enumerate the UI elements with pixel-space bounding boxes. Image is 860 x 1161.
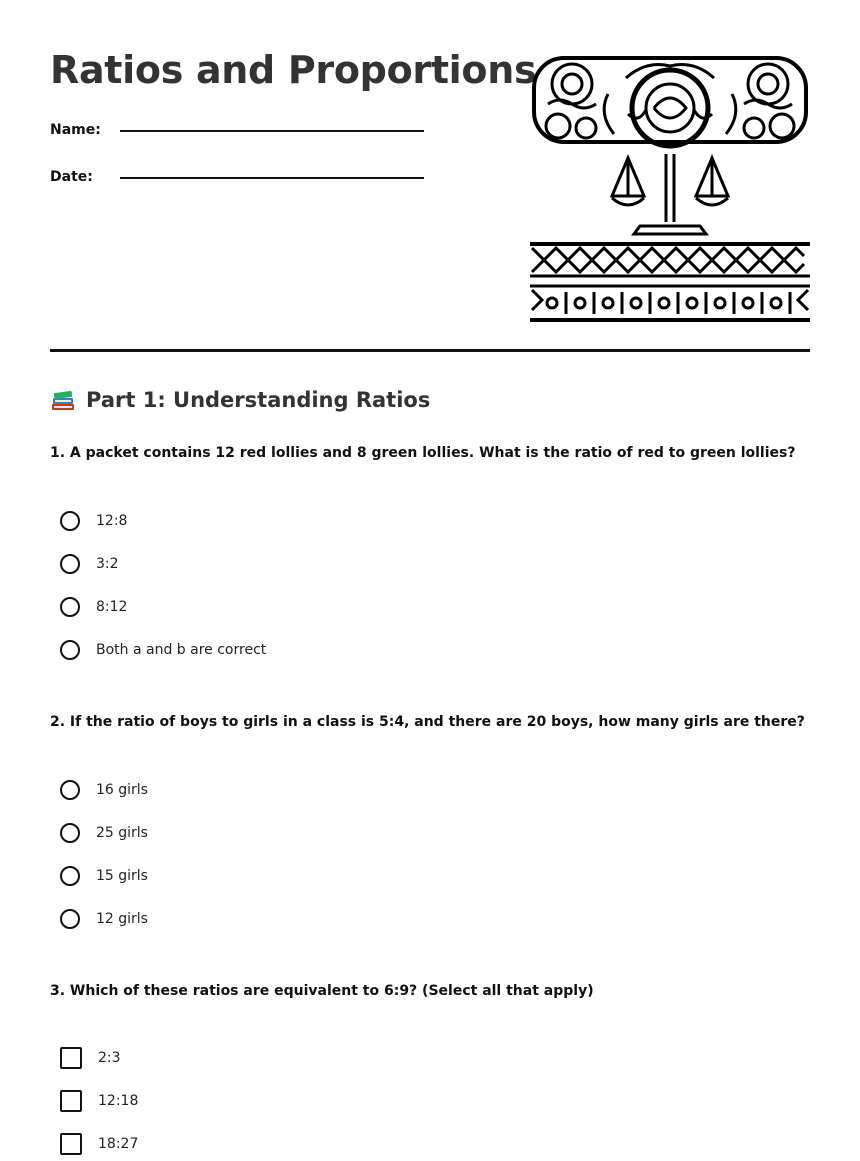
radio-button[interactable]	[60, 823, 80, 843]
question-2: 2. If the ratio of boys to girls in a class is 5:4, and there are 20 boys, how many girls are there?	[50, 714, 805, 730]
name-field[interactable]	[120, 128, 424, 132]
name-label: Name:	[50, 122, 101, 138]
checkbox[interactable]	[60, 1133, 82, 1155]
radio-button[interactable]	[60, 597, 80, 617]
question-1-option-a[interactable]	[60, 511, 127, 531]
date-label: Date:	[50, 169, 93, 185]
checkbox[interactable]	[60, 1090, 82, 1112]
option-label: 12:18	[98, 1093, 139, 1109]
question-2-option-a[interactable]	[60, 780, 148, 800]
question-1: 1. A packet contains 12 red lollies and 8 green lollies. What is the ratio of red to green lollies?	[50, 445, 796, 461]
option-label: 16 girls	[96, 782, 148, 798]
radio-button[interactable]	[60, 909, 80, 929]
question-1-option-d[interactable]	[60, 640, 266, 660]
option-label: 15 girls	[96, 868, 148, 884]
option-label: 8:12	[96, 599, 128, 615]
radio-button[interactable]	[60, 554, 80, 574]
checkbox[interactable]	[60, 1047, 82, 1069]
radio-button[interactable]	[60, 640, 80, 660]
question-3-option-b[interactable]	[60, 1090, 138, 1112]
section-heading	[50, 388, 430, 412]
radio-button[interactable]	[60, 511, 80, 531]
scales-of-justice-illustration	[528, 54, 812, 326]
option-label: 2:3	[98, 1050, 121, 1066]
option-label: Both a and b are correct	[96, 642, 267, 658]
books-icon	[50, 388, 76, 412]
header-divider	[50, 349, 810, 352]
option-label: 12 girls	[96, 911, 148, 927]
question-3-option-c[interactable]	[60, 1133, 138, 1155]
option-label: 3:2	[96, 556, 119, 572]
section-title: Part 1: Understanding Ratios	[86, 388, 431, 412]
option-label: 18:27	[98, 1136, 139, 1152]
question-2-option-b[interactable]	[60, 823, 148, 843]
question-1-option-b[interactable]	[60, 554, 119, 574]
question-3: 3. Which of these ratios are equivalent to 6:9? (Select all that apply)	[50, 983, 594, 999]
date-field[interactable]	[120, 175, 424, 179]
radio-button[interactable]	[60, 866, 80, 886]
question-3-option-a[interactable]	[60, 1047, 121, 1069]
question-2-option-c[interactable]	[60, 866, 148, 886]
option-label: 12:8	[96, 513, 128, 529]
option-label: 25 girls	[96, 825, 148, 841]
question-2-option-d[interactable]	[60, 909, 148, 929]
radio-button[interactable]	[60, 780, 80, 800]
question-1-option-c[interactable]	[60, 597, 127, 617]
page-title: Ratios and Proportions	[50, 48, 537, 92]
